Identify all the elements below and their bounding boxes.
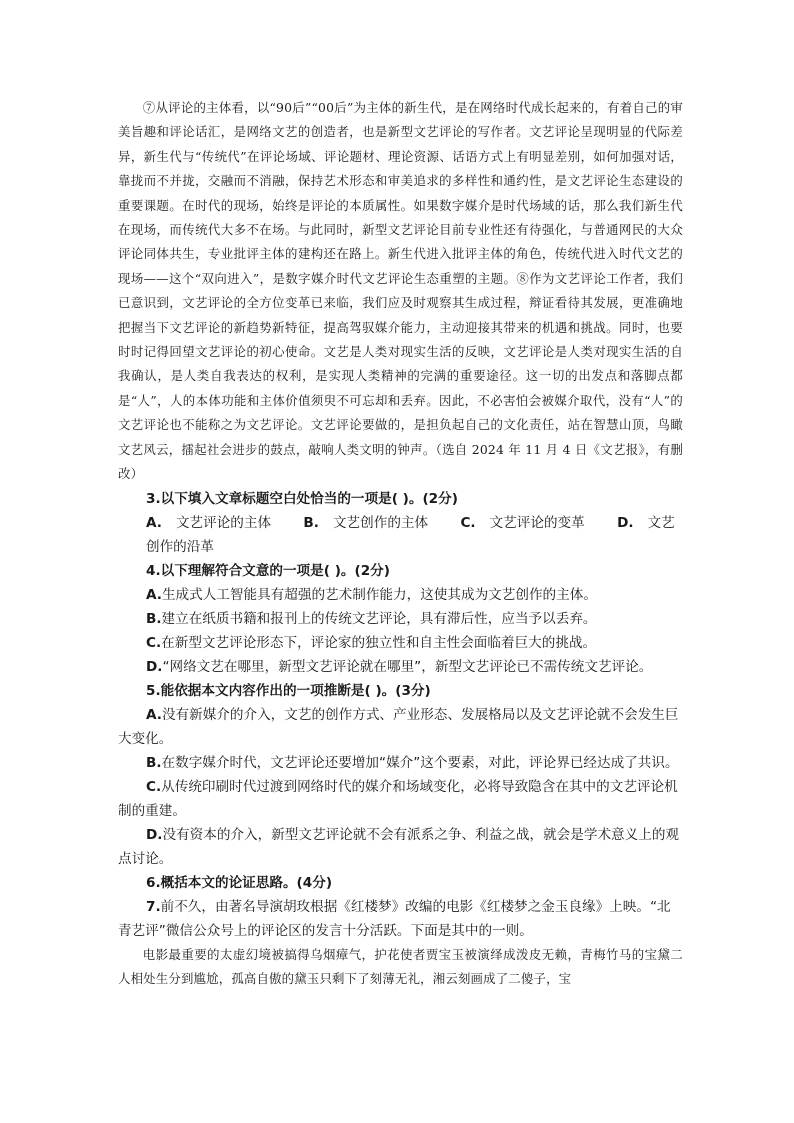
question-4-option-d[interactable]: D.“网络文艺在哪里，新型文艺评论就在哪里”，新型文艺评论已不需传统文艺评论。: [146, 658, 653, 675]
question-5-option-b[interactable]: B.在数字媒介时代，文艺评论还要增加“媒介”这个要素，对此，评论界已经达成了共识。: [146, 754, 679, 771]
question-3-options: [118, 511, 683, 559]
article-paragraph: ⑦从评论的主体看，以“90后”“00后”为主体的新生代，是在网络时代成长起来的，有着自己的审美旨趣和评论话汇，是网络文艺的创造者，也是新型文艺评论的写作者。文艺评论呈现明显的代际差异，新生代与“传统代”在评论场域、评论题材、理论资源、话语方式上有明显差别，如何加强对话，靠拢而不并拢，交融而不消融，保持艺术形态和审美追求的多样性和通约性，是文艺评论生态建设的重要课题。在时代的现场，始终是评论的本质属性。如果数字媒介是时代场域的话，那么我们新生代在现场，而传统代大多不在场。与此同时，新型文艺评论目前专业性还有待强化，与普通网民的大众评论同体共生，专业批评主体的建构还在路上。新生代进入批评主体的角色，传统代进入时代文艺的现场——这个“双向进入”，是数字媒介时代文艺评论生态重塑的主题。⑧作为文艺评论工作者，我们已意识到，文艺评论的全方位变革已来临，我们应及时观察其生成过程，辩证看待其发展，更准确地把握当下文艺评论的新趋势新特征，提高驾驭媒介能力，主动迎接其带来的机遇和挑战。同时，也要时时记得回望文艺评论的初心使命。文艺是人类对现实生活的反映，文艺评论是人类对现实生活的自我确认，是人类自我表达的权利，是实现人类精神的完满的重要途径。这一切的出发点和落脚点都是“人”，人的本体功能和主体价值须臾不可忘却和丢弃。因此，不必害怕会被媒介取代，没有“人”的文艺评论也不能称之为文艺评论。文艺评论要做的，是担负起自己的文化责任，站在智慧山顶，鸟瞰文艺风云，擂起社会进步的鼓点，敲响人类文明的钟声。（选自 2024 年 11 月 4 日《文艺报》，有删改）: [118, 100, 683, 482]
question-3-stem: 3.以下填入文章标题空白处恰当的一项是( )。(2分): [146, 490, 458, 507]
questions: [118, 487, 683, 992]
question-3-option-c[interactable]: C. 文艺评论的变革: [460, 514, 585, 531]
question-7-stem: 7.前不久，由著名导演胡玫根据《红楼梦》改编的电影《红楼梦之金玉良缘》上映。“北青艺评”微信公众号上的评论区的发言十分活跃。下面是其中的一则。: [118, 898, 671, 939]
question-5-option-d[interactable]: D.没有资本的介入，新型文艺评论就不会有派系之争、利益之战，就会是学术意义上的观点讨论。: [118, 826, 680, 867]
question-3-option-d[interactable]: D. 文艺创作的沿革: [146, 514, 675, 555]
quote-text: 电影最重要的太虚幻境被搞得乌烟瘴气，护花使者贾宝玉被演绎成泼皮无赖，青梅竹马的宝黛二人相处生分到尴尬，孤高自傲的黛玉只剩下了刻薄无礼，湘云刻画成了二傻子，宝: [118, 946, 683, 986]
question-5-option-c[interactable]: C.从传统印刷时代过渡到网络时代的媒介和场域变化，必将导致隐含在其中的文艺评论机制的重建。: [118, 778, 678, 819]
question-3-option-a[interactable]: A. 文艺评论的主体: [146, 514, 272, 531]
question-5-stem: 5.能依据本文内容作出的一项推断是( )。(3分): [146, 682, 431, 699]
document-page: [118, 96, 683, 991]
question-4-option-a[interactable]: A.生成式人工智能具有超强的艺术制作能力，这使其成为文艺创作的主体。: [146, 586, 597, 603]
question-6-stem: 6.概括本文的论证思路。(4分): [146, 874, 333, 891]
question-4-option-b[interactable]: B.建立在纸质书籍和报刊上的传统文艺评论，具有滞后性，应当予以丢弃。: [146, 610, 597, 627]
question-3-option-b[interactable]: B. 文艺创作的主体: [303, 514, 429, 531]
question-5-option-a[interactable]: A.没有新媒介的介入，文艺的创作方式、产业形态、发展格局以及文艺评论就不会发生巨大变化。: [118, 706, 679, 747]
question-7-quote: [118, 943, 683, 992]
question-4-stem: 4.以下理解符合文意的一项是( )。(2分): [146, 562, 390, 579]
question-4-option-c[interactable]: C.在新型文艺评论形态下，评论家的独立性和自主性会面临着巨大的挑战。: [146, 634, 597, 651]
article-text: [118, 96, 683, 487]
